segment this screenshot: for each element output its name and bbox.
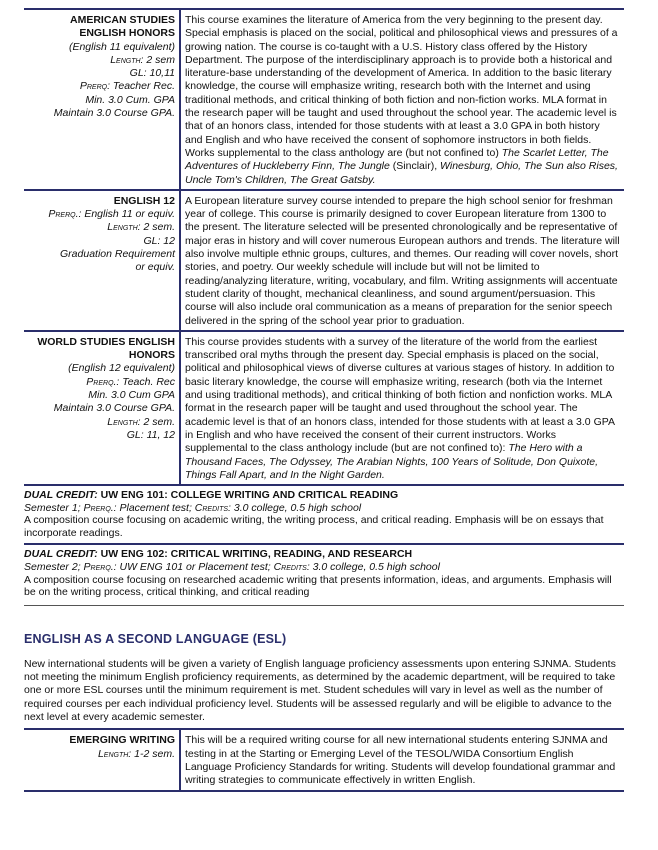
course-table bbox=[24, 8, 624, 484]
course-info bbox=[24, 332, 179, 484]
dual-credit-title bbox=[24, 489, 624, 502]
course-row-american-studies bbox=[24, 8, 624, 189]
credits-value: 3.0 college, 0.5 high school bbox=[309, 561, 440, 574]
course-prereq bbox=[24, 208, 175, 221]
description-text: This course provides students with a survey of the literature of the world from the earliest transcribed oral myths through the present day. Special emphasis is placed on the social, political and philosophical views of diverse cultures at various stages of history. In addition to basic literary knowledge, the course will emphasize writing, research (both via the Internet and using traditional methods), and critical thinking of both fiction and nonfiction works. MLA format in the research paper will be taught and used throughout the school year. The academic level is that of an honors class, intended for those students with at least a 3.0 GPA in English and who have received the consent of their current instructors. Works supplemental to the class anthology include (but are not confined to): bbox=[185, 335, 615, 455]
course-equivalent: (English 12 equivalent) bbox=[68, 362, 175, 375]
course-gpa-maintain: Maintain 3.0 Course GPA. bbox=[53, 107, 175, 120]
course-length bbox=[24, 748, 175, 761]
course-title-line: EMERGING WRITING bbox=[69, 734, 175, 747]
course-info bbox=[24, 191, 179, 330]
course-length bbox=[24, 54, 175, 67]
length-label: Length: bbox=[107, 221, 141, 234]
course-length bbox=[24, 221, 175, 234]
description-text: A European literature survey course intended to prepare the high school senior for freshman year of college. This course is primarily designed to cover European literature from 1300 to the present. The literature selected will be presented chronologically and be representative of major eras in history and will cover numerous European authors and trends. The literature will also involve multiple ethnic groups, cultures, and themes. Our reading will cover novels, short stories, and poetry. Our weekly schedule will include but will not be limited to reading/analyzing literature, writing, vocabulary, and film. Writing assignments will accentuate student clarity of thought, mechanical cleanliness, and sound argument/persuasion. This course will also include oral communication as a means of preparation for the senior speech delivered in the spring of the school year prior to graduation. bbox=[185, 194, 620, 327]
course-info bbox=[24, 10, 179, 189]
length-label: Length: bbox=[97, 747, 132, 760]
dual-credit-meta bbox=[24, 561, 624, 574]
dual-credit-course: UW ENG 101: COLLEGE WRITING AND CRITICAL READING bbox=[97, 489, 399, 502]
works-list-2: Winesburg, Ohio, The Sun also Rises, Uncle Tom's Children, The Great Gatsby. bbox=[185, 160, 618, 186]
course-description bbox=[179, 10, 624, 189]
length-value: 2 sem. bbox=[140, 221, 175, 234]
course-requirement: Graduation Requirement bbox=[60, 248, 175, 261]
course-gpa-maintain: Maintain 3.0 Course GPA. bbox=[53, 402, 175, 415]
dual-credit-course: UW ENG 102: CRITICAL WRITING, READING, AND RESEARCH bbox=[97, 548, 413, 561]
course-grade-level: GL: 11, 12 bbox=[126, 428, 175, 441]
course-info bbox=[24, 730, 179, 789]
course-grade-level: GL: 12 bbox=[143, 234, 175, 247]
dual-credit-eng-102 bbox=[24, 543, 624, 602]
prereq-value: English 11 or equiv. bbox=[81, 208, 175, 221]
course-requirement-cont: or equiv. bbox=[135, 261, 175, 274]
course-description bbox=[179, 730, 624, 789]
course-description bbox=[179, 191, 624, 330]
section-heading-esl: ENGLISH AS A SECOND LANGUAGE (ESL) bbox=[24, 631, 287, 646]
length-value: 2 sem. bbox=[140, 415, 175, 428]
course-row-english-12 bbox=[24, 189, 624, 330]
course-title-line: AMERICAN STUDIES bbox=[69, 14, 175, 26]
semester: Semester 1; bbox=[24, 501, 84, 514]
credits-label: Credits: bbox=[273, 561, 310, 574]
course-title-line: ENGLISH 12 bbox=[113, 194, 175, 207]
course-length bbox=[24, 416, 175, 429]
length-value: 2 sem bbox=[143, 53, 175, 66]
dual-credit-meta bbox=[24, 502, 624, 515]
course-equivalent: (English 11 equivalent) bbox=[68, 40, 175, 53]
description-text: This course examines the literature of America from the very beginning to the present day. Special emphasis is placed on the social, political and philosophical views and pressures of a growing nation. The course is co-taught with a U.S. History class offered by the History Department. The purpose of the interdisciplinary approach is to provide both a historical and literature-base understanding of the development of America. In addition to the basic literary knowledge, the course will emphasize writing, research both with the Internet and using traditional methods, and critical thinking of both fiction and non-fiction works. MLA format in the research paper will be taught and used throughout the school year. The academic level is that of an honors class, intended for those students with at least a 3.0 GPA in both history and English and who have received the consent of sophomore instructors in both fields. Works supplemental to the class anthology are (but not confined to) bbox=[185, 14, 618, 159]
course-title-line: HONORS bbox=[128, 349, 175, 362]
prereq-label: Prerq: bbox=[79, 80, 111, 93]
works-extra: (Sinclair), bbox=[389, 160, 441, 173]
course-description bbox=[179, 332, 624, 484]
section-divider bbox=[24, 605, 624, 606]
works-list: The Hero with a Thousand Faces, The Odyssey, The Arabian Nights, 100 Years of Solitude, Don Quixote, Things Fall Apart, and In the Night Garden. bbox=[185, 442, 599, 481]
prereq-label: Prerq.: bbox=[48, 208, 82, 221]
dual-credit-prefix: DUAL CREDIT: bbox=[24, 548, 98, 561]
course-gpa-min: Min. 3.0 Cum GPA bbox=[88, 389, 175, 402]
prereq-label: Prerq.: bbox=[86, 375, 120, 388]
credits-value: 3.0 college, 0.5 high school bbox=[230, 501, 362, 514]
course-row-world-studies bbox=[24, 330, 624, 484]
dual-credit-eng-101 bbox=[24, 484, 624, 543]
page-content bbox=[24, 8, 624, 792]
prereq-value: Teacher Rec. bbox=[110, 80, 175, 93]
prereq-value: Teach. Rec bbox=[119, 375, 175, 388]
esl-course-table bbox=[24, 728, 624, 791]
course-row-emerging-writing bbox=[24, 728, 624, 791]
prereq-value: UW ENG 101 or Placement test; bbox=[116, 561, 274, 574]
description-text: This will be a required writing course for all new international students entering SJNMA and testing in at the Starting or Emerging Level of the TESOL/WIDA Consortium English Language Proficiency Standards for writing. Students will develop foundational grammar and writing strategies to communicate effectively in written English. bbox=[185, 734, 616, 787]
length-label: Length: bbox=[110, 53, 144, 66]
semester: Semester 2; bbox=[24, 561, 84, 574]
course-title-line: WORLD STUDIES ENGLISH bbox=[37, 335, 175, 348]
prereq-value: Placement test; bbox=[116, 501, 195, 514]
works-list: The Scarlet Letter, The Adventures of Huckleberry Finn, The Jungle bbox=[185, 146, 609, 173]
length-label: Length: bbox=[107, 415, 141, 428]
course-grade-level: GL: 10,11 bbox=[129, 67, 175, 80]
course-gpa-min: Min. 3.0 Cum. GPA bbox=[85, 93, 175, 106]
course-prereq bbox=[24, 376, 175, 389]
length-value: 1-2 sem. bbox=[131, 747, 175, 760]
course-title-line: ENGLISH HONORS bbox=[79, 27, 175, 40]
dual-credit-description: A composition course focusing on academic writing, the writing process, and critical reading. Emphasis will be on essays that incorporate readings. bbox=[24, 514, 604, 539]
dual-credit-description: A composition course focusing on researched academic writing that presents information, ideas, and arguments. Emphasis will be on the writing process, critical thinking, and critical reading bbox=[24, 573, 612, 599]
credits-label: Credits: bbox=[194, 501, 231, 514]
course-prereq bbox=[24, 80, 175, 93]
esl-intro: New international students will be given a variety of English language proficiency assessments upon entering SJNMA. Students not meeting the minimum English proficiency requirements, as determined by the academic department, will be required to take one or more ESL courses until the minimum requirement is met. Student schedules will vary in level as well as the number of required courses per each individual proficiency level. Students will be assessed regularly and will be eligible to advance to the next level at every academic semester. bbox=[24, 657, 616, 724]
prereq-label: Prerq.: bbox=[83, 561, 117, 574]
dual-credit-prefix: DUAL CREDIT: bbox=[24, 489, 98, 502]
dual-credit-title bbox=[24, 548, 624, 561]
prereq-label: Prerq.: bbox=[83, 501, 117, 514]
